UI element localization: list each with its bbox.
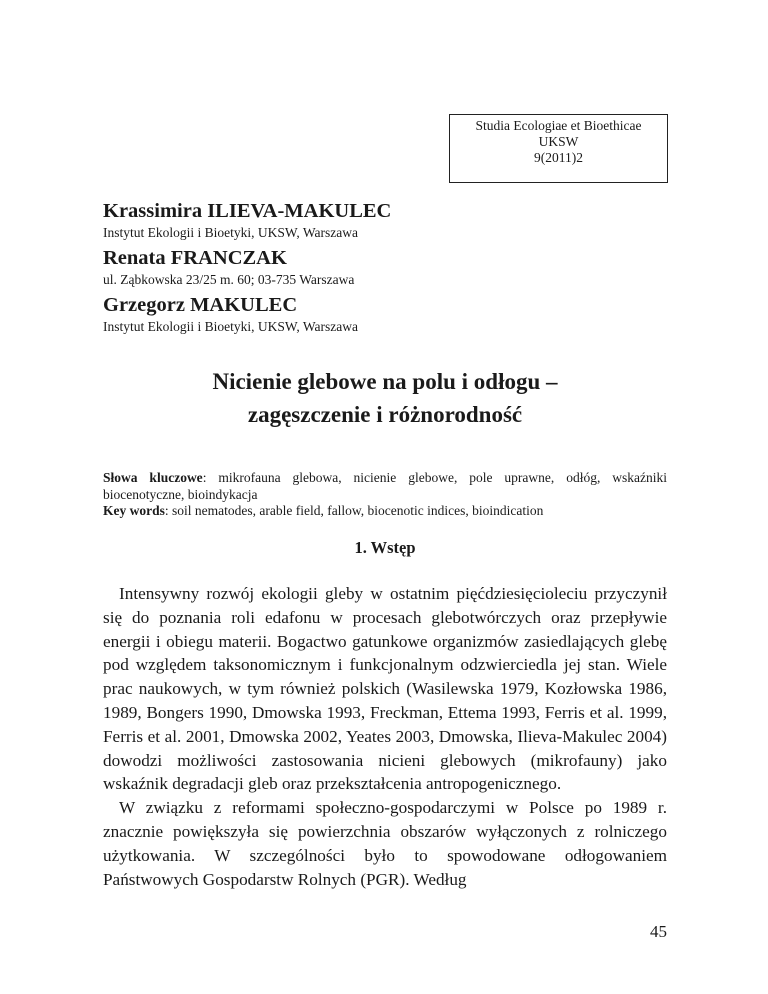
author-affiliation: ul. Ząbkowska 23/25 m. 60; 03-735 Warszawa (103, 272, 355, 287)
keywords-english (103, 503, 667, 520)
title-line: Nicienie glebowe na polu i odłogu – (212, 369, 558, 394)
page-number: 45 (650, 922, 667, 941)
journal-info-box (449, 114, 668, 183)
author-block (103, 245, 683, 289)
journal-publisher: UKSW (538, 134, 579, 149)
journal-name: Studia Ecologiae et Bioethicae (475, 118, 642, 133)
keywords-polish-label: Słowa kluczowe (103, 470, 203, 485)
author-block (103, 198, 683, 242)
author-name: Renata FRANCZAK (103, 247, 287, 269)
journal-issue: 9(2011)2 (534, 150, 583, 165)
section-heading: 1. Wstęp (354, 538, 416, 557)
author-list (103, 198, 683, 339)
author-name: Grzegorz MAKULEC (103, 294, 298, 316)
body-text (103, 582, 667, 891)
author-affiliation: Instytut Ekologii i Bioetyki, UKSW, Warszawa (103, 319, 359, 334)
keywords-polish (103, 470, 667, 503)
author-affiliation: Instytut Ekologii i Bioetyki, UKSW, Warszawa (103, 225, 359, 240)
paragraph: W związku z reformami społeczno-gospodarczymi w Polsce po 1989 r. znacznie powiększyła się powierzchnia obszarów wyłączonych z rolniczego użytkowania. W szczególności było to spowodowane odłogowaniem Państwowych Gospodarstw Rolnych (PGR). Według (103, 798, 667, 889)
author-name: Krassimira ILIEVA-MAKULEC (103, 200, 392, 222)
author-block (103, 292, 683, 336)
title-line: zagęszczenie i różnorodność (247, 402, 523, 427)
paper-title (103, 365, 667, 431)
keywords-polish-text: : mikrofauna glebowa, nicienie glebowe, pole uprawne, odłóg, wskaźniki biocenotyczne, bioindykacja (103, 470, 668, 502)
keywords-english-text: : soil nematodes, arable field, fallow, biocenotic indices, bioindication (164, 503, 544, 518)
keywords-block (103, 470, 667, 520)
paragraph: Intensywny rozwój ekologii gleby w ostatnim pięćdziesięcioleciu przyczynił się do poznania roli edafonu w procesach glebotwórczych oraz przepływie energii i obiegu materii. Bogactwo gatunkowe organizmów zasiedlających glebę pod względem taksonomicznym i funkcjonalnym odzwierciedla jej stan. Wiele prac naukowych, w tym również polskich (Wasilewska 1979, Kozłowska 1986, 1989, Bongers 1990, Dmowska 1993, Freckman, Ettema 1993, Ferris et al. 1999, Ferris et al. 2001, Dmowska 2002, Yeates 2003, Dmowska, Ilieva-Makulec 2004) dowodzi możliwości zastosowania nicieni glebowych (mikrofauny) jako wskaźnik degradacji gleb oraz przekształcenia antropogenicznego. (103, 584, 667, 794)
keywords-english-label: Key words (103, 503, 165, 518)
